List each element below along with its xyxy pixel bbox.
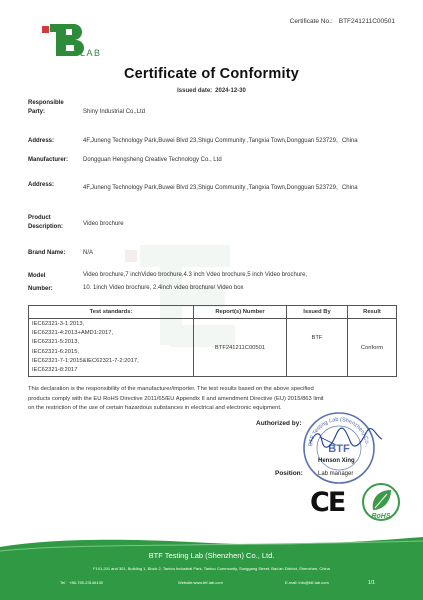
model-value xyxy=(83,269,307,295)
rohs-text: RoHS xyxy=(371,513,391,520)
cert-no-value: BTF241211C00501 xyxy=(338,18,395,25)
party-label-line1: Responsible xyxy=(28,100,64,106)
model-label-line1: Model xyxy=(28,273,46,279)
address1-value: 4F,Juneng Technology Park,Buwei Blvd 23,Shigu Community ,Tangxia Town,Dongguan 523729，China xyxy=(83,138,358,144)
standard-item: IEC62321-8:2017 xyxy=(32,367,78,374)
model-line-2: 10. 1inch Video brochure, 2.4inch video brochure/ Video box xyxy=(83,285,244,291)
cert-no-label: Certificate No.: xyxy=(289,18,333,25)
model-label-line2: Number: xyxy=(28,286,53,292)
standard-item: IEC62321-4:2013+AMD1:2017, xyxy=(32,330,114,337)
issued-by-cell: BTF xyxy=(287,319,348,377)
footer-company: BTF Testing Lab (Shenzhen) Co., Ltd. xyxy=(148,551,275,560)
rohs-icon xyxy=(361,482,401,522)
standard-item: IEC62321-5:2013, xyxy=(32,339,80,346)
footer-page: 1/1 xyxy=(368,580,375,586)
model-label xyxy=(28,270,53,296)
product-label xyxy=(28,214,63,232)
brand-label: Brand Name: xyxy=(28,250,66,256)
btf-logo xyxy=(36,20,106,60)
address2-label: Address: xyxy=(28,182,55,188)
table-row xyxy=(29,319,397,377)
issued-label: Issued date: xyxy=(177,88,213,94)
certificate-number xyxy=(290,18,395,25)
party-value: Shiny Industrial Co.,Ltd xyxy=(83,109,146,115)
signer-name: Henson Xing xyxy=(318,458,355,464)
result-cell: Conform xyxy=(348,319,397,377)
standard-item: IEC62321-7-1:2015&IEC62321-7-2:2017, xyxy=(32,357,139,364)
product-label-line2: Description: xyxy=(28,224,64,230)
standard-item: IEC62321-6:2015, xyxy=(32,348,80,355)
manufacturer-label: Manufacturer: xyxy=(28,157,69,163)
col-header-report: Report(s) Number xyxy=(194,306,287,319)
party-label-line2: Party: xyxy=(28,109,46,115)
declaration-line: This declaration is the responsibility of the manufacturer/importer. The test results based on the above specified xyxy=(28,386,314,392)
handwritten-signature xyxy=(306,423,386,453)
page-title: Certificate of Conformity xyxy=(124,66,299,82)
stamp-arc-text: BTF Testing Lab (Shenzhen) Co., xyxy=(308,416,370,448)
standard-item: IEC62321-3-1:2013, xyxy=(32,321,85,327)
standards-table xyxy=(28,305,397,377)
footer-address: F101,201 and 301, Building 1, Block 2, Tantou Industrial Park, Tantou Community, Songgang Street, Bao'an District, Shenzhen, China xyxy=(93,566,330,571)
model-line-1: Video brochure,7 inchVideo brochure,4.3 inch Vdeo brochure,5 inch Video brochure, xyxy=(83,272,308,278)
manufacturer-value: Dongguan Hengsheng Creative Technology Co., Ltd xyxy=(83,157,222,163)
declaration-text xyxy=(28,385,398,414)
table-header-row xyxy=(29,306,397,319)
logo-lab-text: LAB xyxy=(80,48,102,58)
report-number-cell: BTF241211C00501 xyxy=(194,319,287,377)
footer-tel: Tel：+86-755-23146130 xyxy=(60,580,104,585)
col-header-result: Result xyxy=(348,306,397,319)
address2-value: 4F,Juneng Technology Park,Buwei Blvd 23,Shigu Community ,Tangxia Town,Dongguan 523729，China xyxy=(83,185,358,191)
footer-website: Website:www.btf-lab.com xyxy=(178,580,223,585)
brand-value: N/A xyxy=(83,250,94,256)
signer-position: Lab manager xyxy=(318,471,354,477)
issued-value: 2024-12-30 xyxy=(215,88,246,94)
declaration-line: products comply with the EU RoHS Directive 2011/65/EU Appendix II and amendment Directive (EU) 2015/863 limit xyxy=(28,395,324,402)
issued-date xyxy=(0,88,423,94)
party-label xyxy=(28,99,64,117)
stamp-center-text: BTF xyxy=(328,443,350,455)
product-label-line1: Product xyxy=(28,215,51,221)
product-value: Video brochure xyxy=(83,221,124,227)
footer-email: E-mail: info@btf-lab.com xyxy=(285,580,329,585)
position-label: Position: xyxy=(275,470,303,477)
ce-mark: CE xyxy=(310,487,345,518)
authorized-by-label: Authorized by: xyxy=(256,420,302,427)
col-header-issued-by: Issued By xyxy=(287,306,348,319)
col-header-standards: Test standards: xyxy=(29,306,194,319)
address1-label: Address: xyxy=(28,138,55,144)
standards-list xyxy=(29,319,194,377)
declaration-line: on the restriction of the use of certain hazardous substances in electrical and electronic equipment. xyxy=(28,405,282,411)
